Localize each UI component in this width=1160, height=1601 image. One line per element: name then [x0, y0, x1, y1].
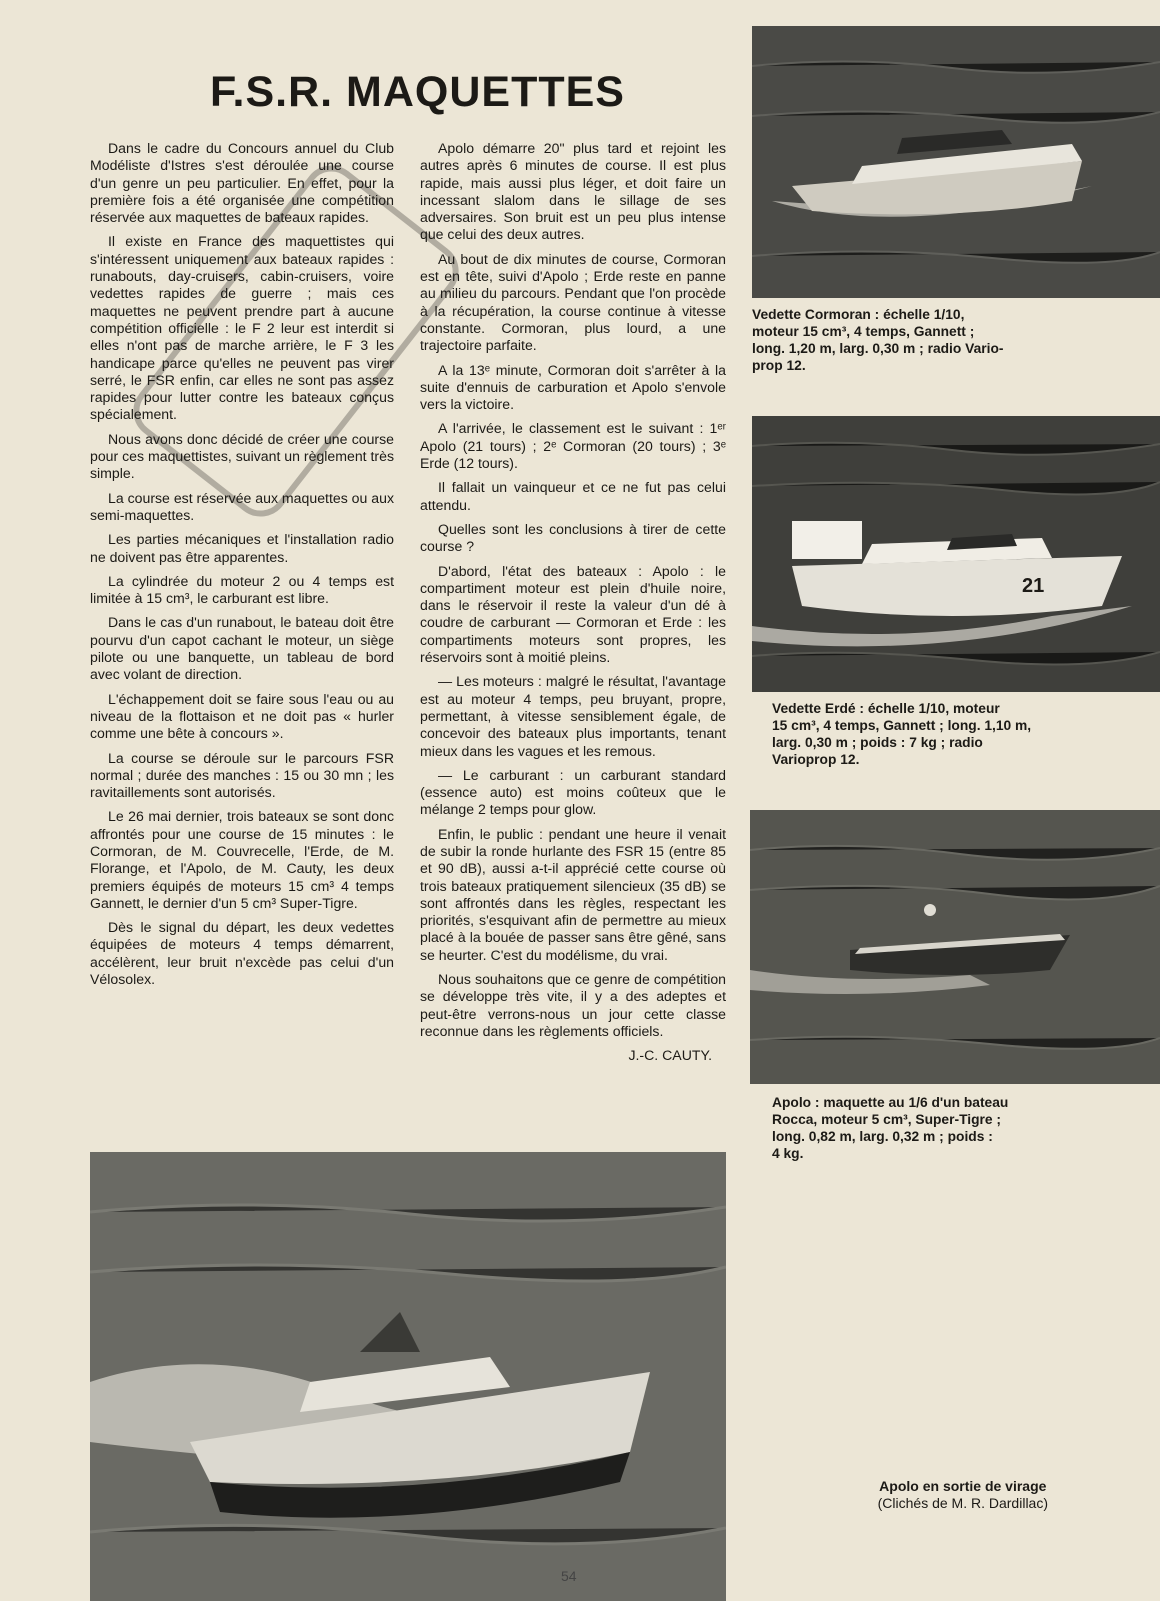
article-title: F.S.R. MAQUETTES	[210, 68, 625, 116]
author-signature: J.-C. CAUTY.	[628, 1047, 712, 1064]
page-number: 54	[561, 1568, 577, 1584]
paragraph: A l'arrivée, le classement est le suivant : 1ᵉʳ Apolo (21 tours) ; 2ᵉ Cormoran (20 tours) ; 3ᵉ Erde (12 tours).	[420, 420, 726, 472]
paragraph: Au bout de dix minutes de course, Cormoran est en tête, suivi d'Apolo ; Erde reste en panne au milieu du parcours. Pendant que l'on procède à la récupération, la course continue à vitesse constante. Cormoran, plus lourd, a une trajectoire parfaite.	[420, 250, 726, 354]
paragraph: Nous avons donc décidé de créer une course pour ces maquettistes, suivant un règlement très simple.	[90, 430, 394, 482]
paragraph: — Les moteurs : malgré le résultat, l'avantage est au moteur 4 temps, peu bruyant, propre, permettant, à vitesse sensiblement égale, de concevoir des bateaux plus importants, tenant mieux dans les vagues et les remous.	[420, 673, 726, 759]
paragraph: Dans le cadre du Concours annuel du Club Modéliste d'Istres s'est déroulée une course d'un genre un peu particulier. En effet, pour la première fois a été organisée une compétition réservée aux maquettes de bateaux rapides.	[90, 140, 394, 226]
caption-cormoran: Vedette Cormoran : échelle 1/10, moteur 15 cm³, 4 temps, Gannett ; long. 1,20 m, larg. 0,30 m ; radio Vario- prop 12.	[752, 307, 1004, 373]
paragraph: Apolo démarre 20" plus tard et rejoint les autres après 6 minutes de course. Il est plus rapide, mais aussi plus léger, et doit faire un incessant slalom dans le sillage de ses adversaires. Son bruit est un peu plus intense que celui des deux autres.	[420, 140, 726, 243]
photo-cormoran	[752, 26, 1160, 298]
photo-erde	[752, 416, 1160, 692]
photo-apolo	[750, 810, 1160, 1084]
paragraph: Nous souhaitons que ce genre de compétition se développe très vite, il y a des adeptes et peut-être verrons-nous un jour cette classe reconnue dans les règlements officiels.	[420, 971, 726, 1039]
boat-number: 21	[1022, 575, 1045, 597]
paragraph: Quelles sont les conclusions à tirer de cette course ?	[420, 520, 726, 555]
bottom-caption-title: Apolo en sortie de virage	[879, 1478, 1047, 1494]
paragraph: D'abord, l'état des bateaux : Apolo : le compartiment moteur est plein d'huile noire, dans le réservoir il reste la valeur d'un dé à coudre de carburant — Cormoran et Erde : les compartiments moteurs sont propres, les réservoirs sont à moitié pleins.	[420, 562, 726, 666]
bottom-caption	[878, 1478, 1048, 1512]
paragraph: Le 26 mai dernier, trois bateaux se sont donc affrontés pour une course de 15 minutes : le Cormoran, de M. Couvrecelle, l'Erde, de M. Florange, et l'Apolo, de M. Cauty, les deux premiers équipés de moteurs 15 cm³ 4 temps Gannett, le dernier d'un 5 cm³ Super-Tigre.	[90, 808, 394, 911]
article-left-column	[90, 140, 394, 995]
paragraph: Les parties mécaniques et l'installation radio ne doivent pas être apparentes.	[90, 531, 394, 565]
paragraph: Dans le cas d'un runabout, le bateau doit être pourvu d'un capot cachant le moteur, un siège pilote ou une banquette, un tableau de bord avec volant de direction.	[90, 614, 394, 683]
caption-apolo: Apolo : maquette au 1/6 d'un bateau Rocca, moteur 5 cm³, Super-Tigre ; long. 0,82 m, larg. 0,32 m ; poids : 4 kg.	[772, 1095, 1009, 1161]
paragraph: L'échappement doit se faire sous l'eau ou au niveau de la flottaison et ne doit pas « hurler comme une bête à concours ».	[90, 690, 394, 742]
caption-erde: Vedette Erdé : échelle 1/10, moteur 15 cm³, 4 temps, Gannett ; long. 1,10 m, larg. 0,30 m ; poids : 7 kg ; radio Varioprop 12.	[772, 701, 1032, 767]
article-middle-column	[420, 140, 726, 1072]
paragraph: La cylindrée du moteur 2 ou 4 temps est limitée à 15 cm³, le carburant est libre.	[90, 572, 394, 607]
paragraph: Enfin, le public : pendant une heure il venait de subir la ronde hurlante des FSR 15 (entre 85 et 90 dB), aussi a-t-il apprécié cette course où trois bateaux pratiquement silencieux (35 dB) se sont affrontés dans les règles, respectant les priorités, s'esquivant afin de permettre au mieux placé à la bouée de passer sans être gêné, sans se heurter. C'est du modélisme, du vrai.	[420, 825, 726, 963]
photo-credit: (Clichés de M. R. Dardillac)	[877, 1495, 1048, 1511]
paragraph: Il fallait un vainqueur et ce ne fut pas celui attendu.	[420, 479, 726, 513]
paragraph: La course est réservée aux maquettes ou aux semi-maquettes.	[90, 489, 394, 523]
paragraph: — Le carburant : un carburant standard (essence auto) est moins coûteux que le mélange 2 temps pour glow.	[420, 766, 726, 818]
paragraph: La course se déroule sur le parcours FSR normal ; durée des manches : 15 ou 30 mn ; les ravitaillements sont autorisés.	[90, 749, 394, 801]
paragraph: Dès le signal du départ, les deux vedettes équipées de moteurs 4 temps démarrent, accélèrent, leur bruit n'excède pas celui d'un Vélosolex.	[90, 919, 394, 988]
photo-apolo-turn	[90, 1152, 726, 1601]
paragraph: A la 13ᵉ minute, Cormoran doit s'arrêter à la suite d'ennuis de carburation et Apolo s'envole vers la victoire.	[420, 361, 726, 413]
paragraph: Il existe en France des maquettistes qui s'intéressent uniquement aux bateaux rapides : runabouts, day-cruisers, cabin-cruisers, voire vedettes rapides de guerre ; mais ces maquettes ne peuvent prendre part à aucune compétition officielle : le F 2 leur est interdit si elles n'ont pas de marche arrière, le F 3 les handicape parce qu'elles ne peuvent pas virer serré, le FSR enfin, car elles ne sont pas assez rapides pour lutter contre les bateaux conçus spécialement.	[90, 233, 394, 423]
